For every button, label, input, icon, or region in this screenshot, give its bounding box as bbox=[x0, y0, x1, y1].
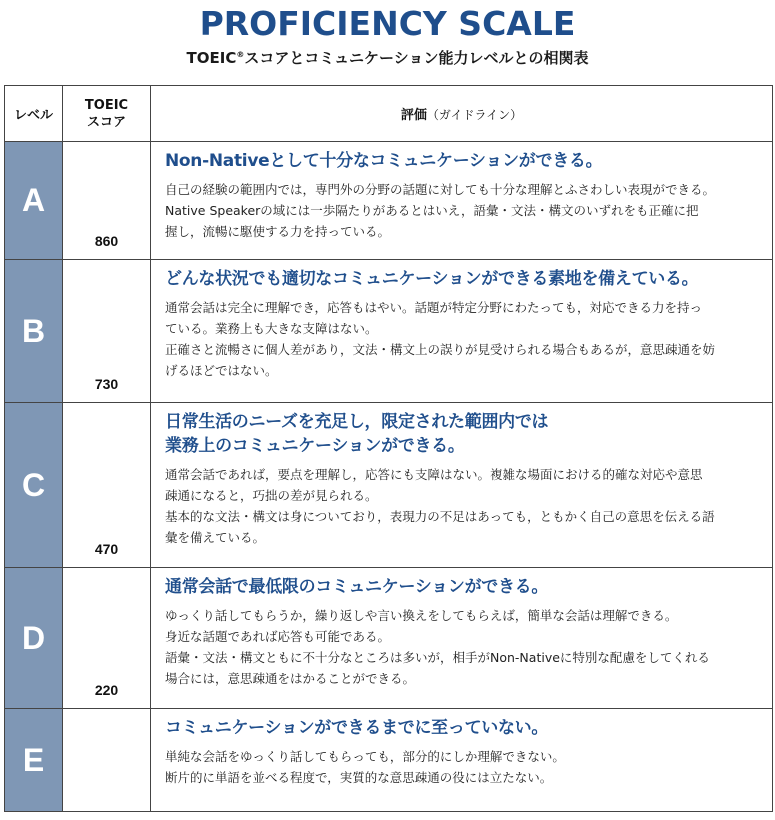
column-header-score-line2: スコア bbox=[86, 114, 126, 130]
level-cell: C bbox=[5, 403, 63, 568]
score-cell bbox=[63, 142, 151, 260]
proficiency-table bbox=[4, 85, 773, 812]
score-cell bbox=[63, 403, 151, 568]
level-description bbox=[165, 605, 762, 689]
description-line: 身近な話題であれば応答も可能である。 bbox=[165, 629, 391, 644]
level-description bbox=[165, 746, 762, 788]
registered-mark: ® bbox=[236, 50, 245, 59]
heading-line: どんな状況でも適切なコミュニケーションができる素地を備えている。 bbox=[165, 269, 699, 289]
description-line: 自己の経験の範囲内では，専門外の分野の話題に対しても十分な理解とふさわしい表現ができる。 bbox=[165, 182, 716, 197]
level-cell: D bbox=[5, 568, 63, 709]
description-line: 通常会話は完全に理解でき，応答もはやい。話題が特定分野にわたっても，対応できる力を持っ bbox=[165, 300, 703, 315]
heading-line: 通常会話で最低限のコミュニケーションができる。 bbox=[165, 577, 549, 597]
level-heading bbox=[165, 267, 762, 291]
level-heading bbox=[165, 575, 762, 599]
score-value: 860 bbox=[94, 233, 119, 249]
table-row bbox=[5, 709, 773, 812]
description-line: 握し，流暢に駆使する力を持っている。 bbox=[165, 224, 391, 239]
table-row bbox=[5, 142, 773, 260]
heading-line: 業務上のコミュニケーションができる。 bbox=[165, 436, 465, 456]
description-line: 単純な会話をゆっくり話してもらっても，部分的にしか理解できない。 bbox=[165, 749, 565, 764]
score-cell bbox=[63, 568, 151, 709]
column-header-score bbox=[63, 86, 151, 142]
level-cell: A bbox=[5, 142, 63, 260]
description-line: げるほどではない。 bbox=[165, 363, 278, 378]
subtitle-text: スコアとコミュニケーション能力レベルとの相関表 bbox=[244, 49, 589, 67]
table-row bbox=[5, 403, 773, 568]
description-line: 語彙・文法・構文ともに不十分なところは多いが，相手がNon-Nativeに特別な配慮をしてくれる bbox=[165, 650, 710, 665]
description-line: 断片的に単語を並べる程度で，実質的な意思疎通の役には立たない。 bbox=[165, 770, 553, 785]
heading-line: 日常生活のニーズを充足し，限定された範囲内では bbox=[165, 412, 549, 432]
score-value: 470 bbox=[94, 541, 119, 557]
evaluation-cell bbox=[151, 403, 773, 568]
header-row bbox=[5, 86, 773, 142]
heading-line: Non-Nativeとして十分なコミュニケーションができる。 bbox=[165, 151, 603, 171]
description-line: 彙を備えている。 bbox=[165, 530, 266, 545]
column-header-eval bbox=[151, 86, 773, 142]
level-heading bbox=[165, 410, 762, 458]
evaluation-cell bbox=[151, 260, 773, 403]
description-line: Native Speakerの域には一歩隔たりがあるとはいえ，語彙・文法・構文のいずれをも正確に把 bbox=[165, 203, 699, 218]
description-line: ゆっくり話してもらうか，繰り返しや言い換えをしてもらえば，簡単な会話は理解できる。 bbox=[165, 608, 678, 623]
score-cell bbox=[63, 260, 151, 403]
page-title: PROFICIENCY SCALE bbox=[199, 4, 576, 43]
score-value: 730 bbox=[94, 376, 119, 392]
column-header-eval-sub: （ガイドライン） bbox=[426, 108, 523, 122]
score-value: 220 bbox=[94, 682, 119, 698]
column-header-eval-label: 評価 bbox=[400, 108, 427, 123]
description-line: ている。業務上も大きな支障はない。 bbox=[165, 321, 378, 336]
heading-line: コミュニケーションができるまでに至っていない。 bbox=[165, 718, 549, 738]
description-line: 正確さと流暢さに個人差があり，文法・構文上の誤りが見受けられる場合もあるが，意思疎通を妨 bbox=[165, 342, 716, 357]
level-description bbox=[165, 464, 762, 548]
table-row bbox=[5, 568, 773, 709]
evaluation-cell bbox=[151, 709, 773, 812]
table-row bbox=[5, 260, 773, 403]
level-description bbox=[165, 179, 762, 242]
evaluation-cell bbox=[151, 142, 773, 260]
column-header-level: レベル bbox=[5, 86, 63, 142]
level-cell: E bbox=[5, 709, 63, 812]
column-header-score-line1: TOEIC bbox=[84, 97, 129, 113]
level-cell: B bbox=[5, 260, 63, 403]
level-heading bbox=[165, 149, 762, 173]
level-description bbox=[165, 297, 762, 381]
subtitle-toeic: TOEIC bbox=[186, 49, 237, 67]
description-line: 通常会話であれば，要点を理解し，応答にも支障はない。複雑な場面における的確な対応や意思 bbox=[165, 467, 703, 482]
evaluation-cell bbox=[151, 568, 773, 709]
description-line: 基本的な文法・構文は身についており，表現力の不足はあっても，ともかく自己の意思を伝える語 bbox=[165, 509, 715, 524]
level-heading bbox=[165, 716, 762, 740]
score-cell bbox=[63, 709, 151, 812]
page-subtitle bbox=[0, 47, 775, 68]
description-line: 場合には，意思疎通をはかることができる。 bbox=[165, 671, 416, 686]
description-line: 疎通になると，巧拙の差が見られる。 bbox=[165, 488, 378, 503]
